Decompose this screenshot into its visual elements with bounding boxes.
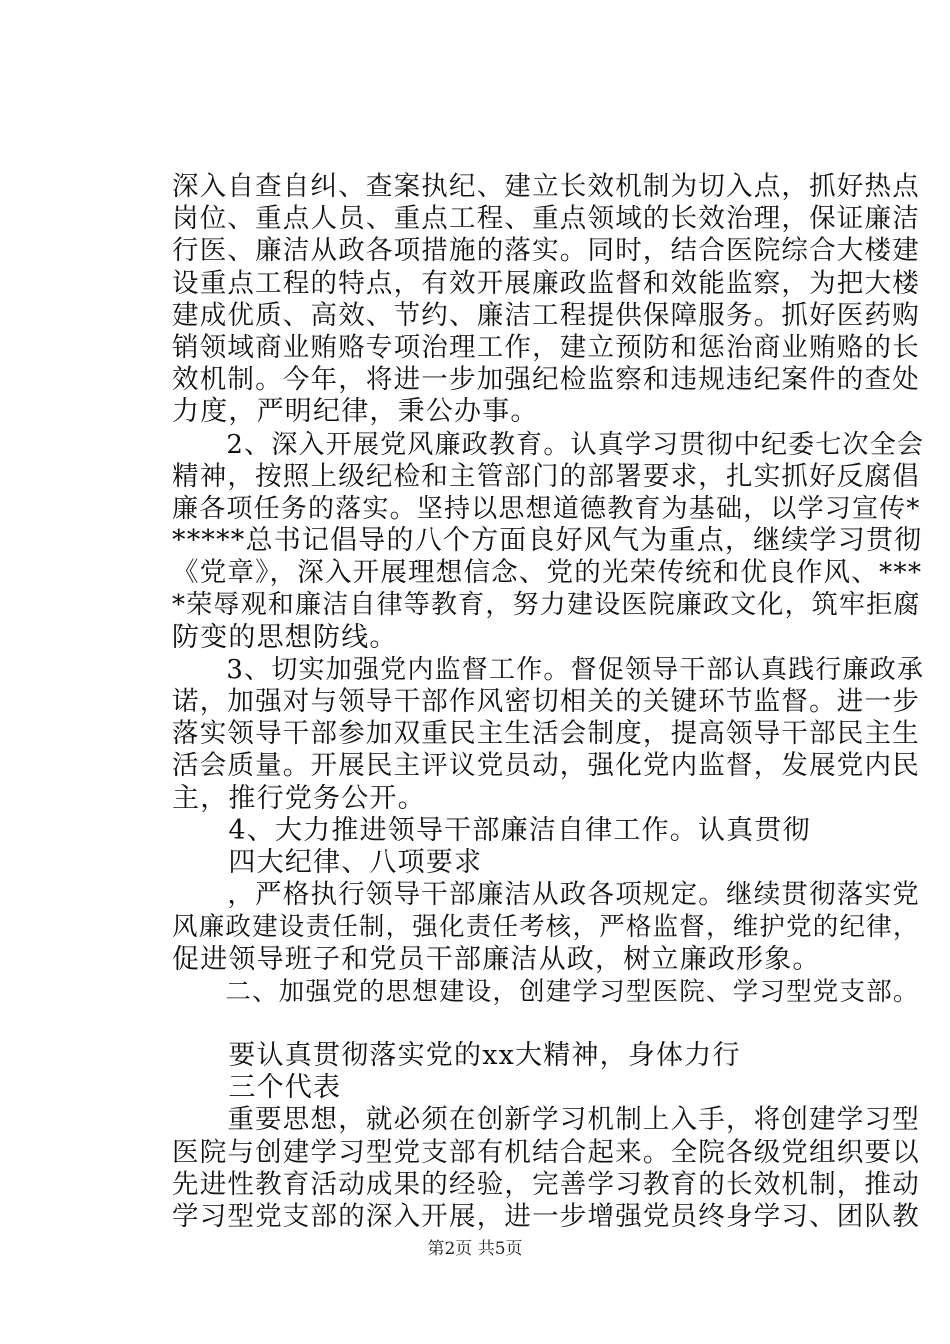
text-line: 建成优质、高效、节约、廉洁工程提供保障服务。抓好医药购 — [172, 300, 920, 331]
text-line: 活会质量。开展民主评议党员动，强化党内监督，发展党内民 — [172, 750, 920, 781]
text-line: 力度，严明纪律，秉公办事。 — [172, 396, 539, 427]
text-line: 2、深入开展党风廉政教育。认真学习贯彻中纪委七次全会 — [172, 430, 925, 460]
text-line: 《党章》，深入开展理想信念、党的光荣传统和优良作风、*** — [172, 557, 923, 588]
text-line: 医院与创建学习型党支部有机结合起来。全院各级党组织要以 — [172, 1137, 920, 1168]
text-line: 防变的思想防线。 — [172, 622, 398, 653]
text-line: 深入自查自纠、查案执纪、建立长效机制为切入点，抓好热点 — [172, 171, 920, 202]
text-line: 二、加强党的思想建设，创建学习型医院、学习型党支部。 — [172, 977, 920, 1007]
text-line: *****总书记倡导的八个方面良好风气为重点，继续学习贯彻 — [172, 525, 923, 556]
text-line: 精神，按照上级纪检和主管部门的部署要求，扎实抓好反腐倡 — [172, 461, 920, 492]
text-line: 促进领导班子和党员干部廉洁从政，树立廉政形象。 — [172, 944, 821, 975]
text-line: 效机制。今年，将进一步加强纪检监察和违规违纪案件的查处 — [172, 364, 920, 395]
text-line: *荣辱观和廉洁自律等教育，努力建设医院廉政文化，筑牢拒腐 — [172, 590, 921, 620]
text-line: 诺，加强对与领导干部作风密切相关的关键环节监督。进一步 — [172, 686, 920, 717]
text-line: 要认真贯彻落实党的xx大精神，身体力行 — [172, 1040, 741, 1071]
text-line: 风廉政建设责任制，强化责任考核，严格监督，维护党的纪律， — [172, 912, 920, 942]
text-line: 主，推行党务公开。 — [172, 783, 426, 814]
text-line: 销领域商业贿赂专项治理工作，建立预防和惩治商业贿赂的长 — [172, 332, 920, 363]
text-line: 行医、廉洁从政各项措施的落实。同时，结合医院综合大楼建 — [172, 235, 920, 266]
text-line: 四大纪律、八项要求 — [172, 847, 483, 878]
text-line: 设重点工程的特点，有效开展廉政监督和效能监察，为把大楼 — [172, 268, 920, 299]
text-line: 落实领导干部参加双重民主生活会制度，提高领导干部民主生 — [172, 718, 920, 749]
text-line: 3、切实加强党内监督工作。督促领导干部认真践行廉政承 — [172, 655, 925, 685]
text-line: 重要思想，就必须在创新学习机制上入手，将创建学习型 — [172, 1104, 920, 1135]
text-line: 先进性教育活动成果的经验，完善学习教育的长效机制，推动 — [172, 1169, 920, 1200]
text-line: 4、大力推进领导干部廉洁自律工作。认真贯彻 — [172, 815, 811, 846]
text-line: 学习型党支部的深入开展，进一步增强党员终身学习、团队教 — [172, 1201, 920, 1232]
text-line: 岗位、重点人员、重点工程、重点领域的长效治理，保证廉洁 — [172, 203, 920, 234]
page-number-footer: 第2页 共5页 — [427, 1239, 523, 1259]
text-line: 廉各项任务的落实。坚持以思想道德教育为基础，以学习宣传* — [172, 494, 921, 524]
text-line: 三个代表 — [172, 1072, 342, 1103]
text-line: ，严格执行领导干部廉洁从政各项规定。继续贯彻落实党 — [172, 879, 920, 910]
